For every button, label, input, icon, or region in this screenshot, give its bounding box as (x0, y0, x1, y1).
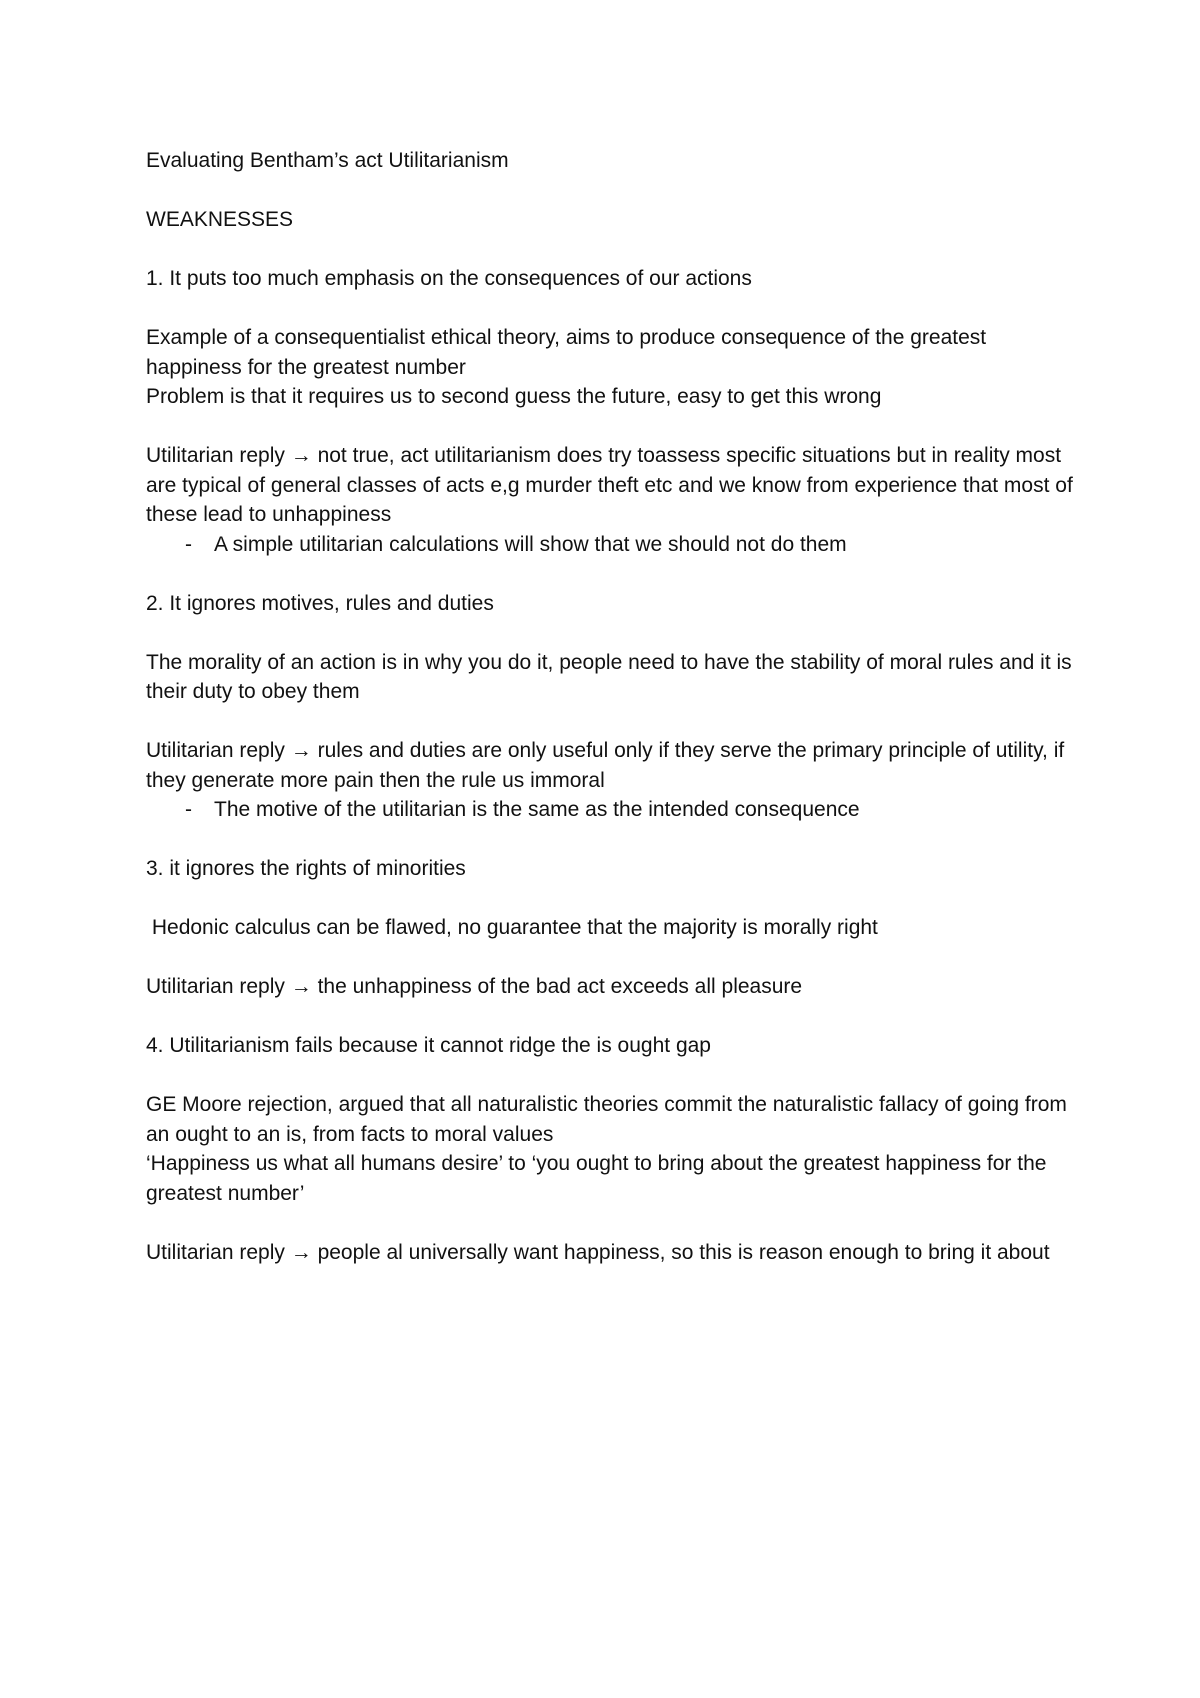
reply-text: people al universally want happiness, so this is reason enough to bring it about (317, 1240, 1050, 1264)
section-heading: WEAKNESSES (146, 208, 294, 231)
point-4-body-line-1: GE Moore rejection, argued that all naturalistic theories commit the naturalistic fallacy of going from an ought to an is, from facts to moral values (146, 1093, 1067, 1146)
point-2-title: 2. It ignores motives, rules and duties (146, 591, 494, 615)
spacer (146, 176, 1076, 206)
reply-label: Utilitarian reply (146, 444, 285, 467)
spacer (146, 559, 1076, 589)
arrow-right-icon: → (290, 739, 312, 762)
reply-label: Utilitarian reply (146, 975, 285, 998)
point-1-bullet (146, 530, 1076, 560)
spacer (146, 1002, 1076, 1032)
spacer (146, 294, 1076, 324)
point-4-body-line-2: ‘Happiness us what all humans desire’ to ‘you ought to bring about the greatest happiness for the greatest number’ (146, 1152, 1047, 1205)
arrow-right-icon: → (290, 1240, 312, 1264)
point-2-bullet (146, 795, 1076, 825)
point-1-reply (146, 441, 1076, 530)
arrow-right-icon: → (290, 975, 312, 998)
bullet-text: The motive of the utilitarian is the same as the intended consequence (214, 798, 860, 821)
point-2-body: The morality of an action is in why you do it, people need to have the stability of moral rules and it is their duty to obey them (146, 650, 1072, 703)
point-1-title: 1. It puts too much emphasis on the consequences of our actions (146, 267, 752, 290)
reply-text: not true, act utilitarianism does try toassess specific situations but in reality most are typical of general classes of acts e,g murder theft etc and we know from experience that most of these lead to unhappiness (146, 444, 1073, 526)
bullet-text: A simple utilitarian calculations will show that we should not do them (214, 532, 847, 556)
spacer (146, 707, 1076, 737)
point-3-title: 3. it ignores the rights of minorities (146, 857, 466, 880)
bullet-dash: - (185, 798, 192, 821)
point-1-body-line-2: Problem is that it requires us to second guess the future, easy to get this wrong (146, 385, 882, 408)
reply-label: Utilitarian reply (146, 1240, 285, 1264)
reply-text: the unhappiness of the bad act exceeds all pleasure (317, 975, 803, 998)
reply-label: Utilitarian reply (146, 739, 285, 762)
spacer (146, 1208, 1076, 1238)
spacer (146, 825, 1076, 855)
point-4-reply (146, 1238, 1076, 1268)
spacer (146, 1061, 1076, 1091)
spacer (146, 884, 1076, 914)
reply-text: rules and duties are only useful only if they serve the primary principle of utility, if they generate more pain then the rule us immoral (146, 739, 1065, 792)
spacer (146, 412, 1076, 442)
spacer (146, 618, 1076, 648)
point-4-title: 4. Utilitarianism fails because it cannot ridge the is ought gap (146, 1034, 711, 1057)
point-2-reply (146, 736, 1076, 795)
bullet-dash: - (185, 532, 192, 556)
point-1-body-line-1: Example of a consequentialist ethical theory, aims to produce consequence of the greatest happiness for the greatest number (146, 326, 987, 379)
spacer (146, 943, 1076, 973)
document-body (146, 146, 1076, 1267)
point-3-reply (146, 972, 1076, 1002)
document-title: Evaluating Bentham’s act Utilitarianism (146, 149, 509, 172)
spacer (146, 235, 1076, 265)
point-3-body: Hedonic calculus can be flawed, no guarantee that the majority is morally right (146, 916, 878, 939)
arrow-right-icon: → (290, 444, 312, 467)
